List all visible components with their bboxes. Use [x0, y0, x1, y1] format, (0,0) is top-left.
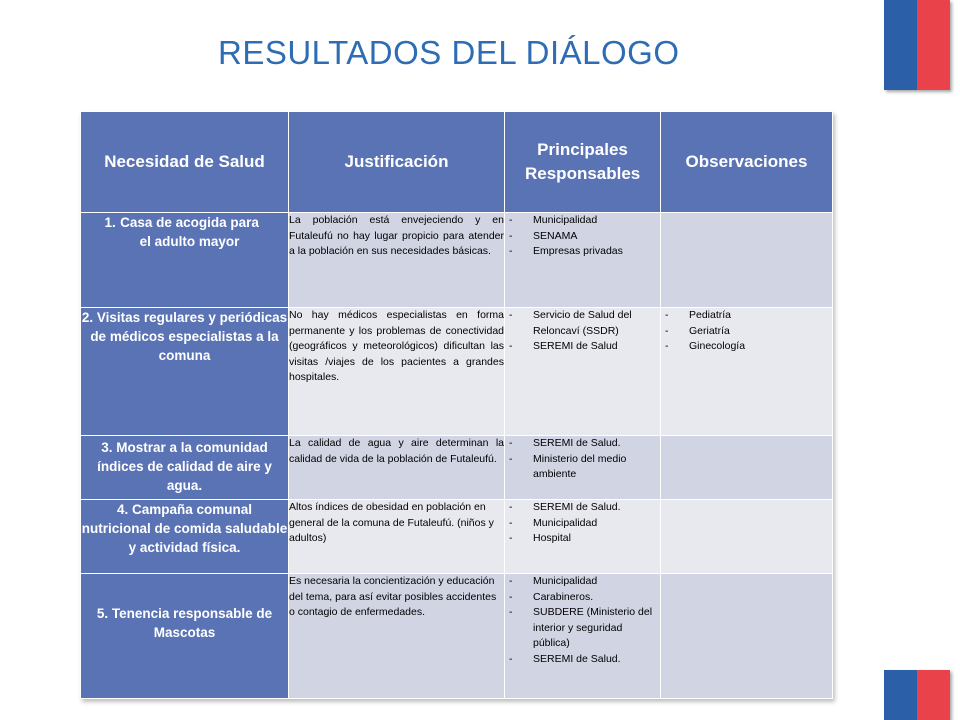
list-item: - Geriatría — [661, 324, 832, 340]
responsables-cell — [505, 500, 661, 574]
list-item: - SEREMI de Salud — [505, 339, 660, 355]
list-item: - SEREMI de Salud. — [505, 436, 660, 452]
table-row — [81, 574, 833, 699]
responsables-list — [505, 500, 660, 547]
header-responsables — [505, 112, 661, 213]
table-row — [81, 436, 833, 500]
justification-cell: No hay médicos especialistas en forma permanente y los problemas de conectividad (geográficos y meteorológicos) dificultan las visitas /viajes de los pacientes a grandes hospitales. — [289, 308, 505, 436]
table-row — [81, 308, 833, 436]
responsables-list — [505, 213, 660, 260]
need-text: Casa de acogida para el adulto mayor — [120, 215, 259, 249]
table-header-row — [81, 112, 833, 213]
observaciones-cell — [661, 436, 833, 500]
responsables-cell — [505, 213, 661, 308]
page-title: RESULTADOS DEL DIÁLOGO — [218, 34, 680, 71]
list-item: - Ministerio del medio ambiente — [505, 452, 660, 483]
need-cell: 2. Visitas regulares y periódicas de médicos especialistas a la comuna — [81, 308, 289, 436]
observaciones-cell — [661, 574, 833, 699]
list-item: - Municipalidad — [505, 574, 660, 590]
flag-red-stripe — [917, 0, 950, 90]
justification-cell: La calidad de agua y aire determinan la calidad de vida de la población de Futaleufú. — [289, 436, 505, 500]
need-cell: 5. Tenencia responsable de Mascotas — [81, 574, 289, 699]
list-item: - Hospital — [505, 531, 660, 547]
need-cell — [81, 213, 289, 308]
responsables-list — [505, 436, 660, 483]
table-row — [81, 213, 833, 308]
need-cell: 3. Mostrar a la comunidad índices de calidad de aire y agua. — [81, 436, 289, 500]
list-item: - Ginecología — [661, 339, 832, 355]
responsables-cell — [505, 436, 661, 500]
header-observaciones: Observaciones — [661, 112, 833, 213]
table-row — [81, 500, 833, 574]
responsables-cell — [505, 574, 661, 699]
list-item: - Pediatría — [661, 308, 832, 324]
header-justificacion: Justificación — [289, 112, 505, 213]
list-item: - SUBDERE (Ministerio del interior y seguridad pública) — [505, 605, 660, 652]
header-necesidad: Necesidad de Salud — [81, 112, 289, 213]
flag-blue-stripe — [884, 670, 917, 720]
list-item: - SEREMI de Salud. — [505, 652, 660, 668]
results-table — [80, 111, 833, 699]
list-item: - Servicio de Salud del Reloncaví (SSDR) — [505, 308, 660, 339]
responsables-cell — [505, 308, 661, 436]
observaciones-cell — [661, 500, 833, 574]
responsables-list — [505, 574, 660, 667]
need-cell: 4. Campaña comunal nutricional de comida saludable y actividad física. — [81, 500, 289, 574]
list-item: - Municipalidad — [505, 516, 660, 532]
observaciones-list — [661, 308, 832, 355]
observaciones-cell — [661, 308, 833, 436]
list-item: - Carabineros. — [505, 590, 660, 606]
list-item: - Empresas privadas — [505, 244, 660, 260]
justification-cell: La población está envejeciendo y en Futaleufú no hay lugar propicio para atender a la población en sus necesidades básicas. — [289, 213, 505, 308]
list-item: - SENAMA — [505, 229, 660, 245]
chile-flag-top-decoration — [884, 0, 950, 90]
list-item: - SEREMI de Salud. — [505, 500, 660, 516]
observaciones-cell — [661, 213, 833, 308]
responsables-list — [505, 308, 660, 355]
justification-cell: Es necesaria la concientización y educación del tema, para así evitar posibles accidentes o contagio de enfermedades. — [289, 574, 505, 699]
flag-blue-stripe — [884, 0, 917, 90]
header-responsables-label: Principales Responsables — [525, 140, 641, 183]
need-number: 1. — [104, 215, 116, 230]
chile-flag-bottom-decoration — [884, 670, 950, 720]
list-item: - Municipalidad — [505, 213, 660, 229]
justification-cell: Altos índices de obesidad en población en general de la comuna de Futaleufú. (niños y adultos) — [289, 500, 505, 574]
flag-red-stripe — [917, 670, 950, 720]
